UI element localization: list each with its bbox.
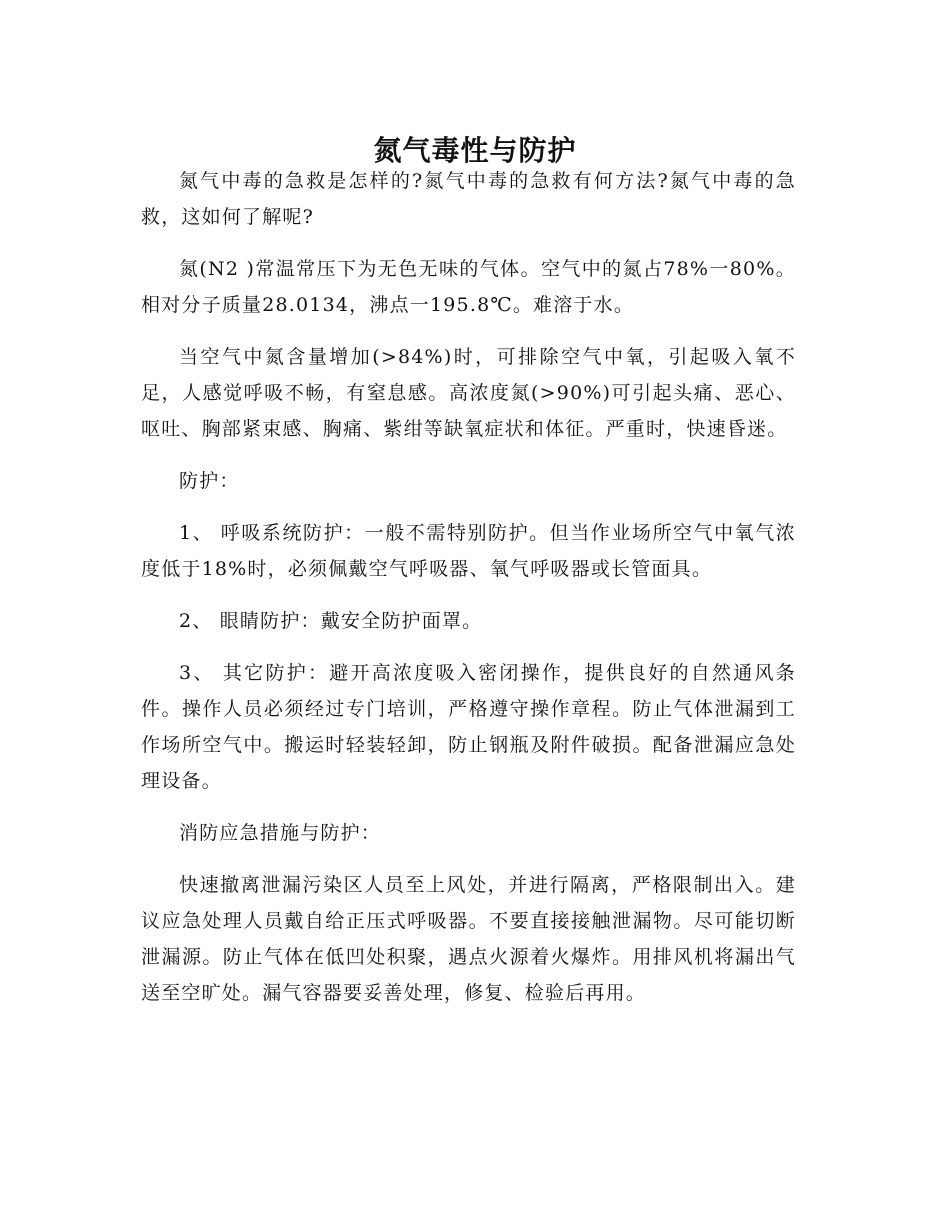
paragraph-other-protection: 3、 其它防护：避开高浓度吸入密闭操作，提供良好的自然通风条件。操作人员必须经过专门培训，严格遵守操作章程。防止气体泄漏到工作场所空气中。搬运时轻装轻卸，防止钢瓶及附件破损。配备泄漏应急处理设备。 bbox=[141, 662, 796, 792]
document-title: 氮气毒性与防护 bbox=[373, 133, 577, 167]
document-body bbox=[141, 163, 796, 1027]
paragraph-respiratory-protection: 1、 呼吸系统防护：一般不需特别防护。但当作业场所空气中氧气浓度低于18%时，必须佩戴空气呼吸器、氧气呼吸器或长管面具。 bbox=[141, 522, 796, 580]
paragraph-intro: 氮气中毒的急救是怎样的?氮气中毒的急救有何方法?氮气中毒的急救，这如何了解呢? bbox=[141, 170, 796, 228]
paragraph-eye-protection: 2、 眼睛防护：戴安全防护面罩。 bbox=[179, 610, 483, 632]
paragraph-emergency-heading: 消防应急措施与防护： bbox=[179, 822, 382, 844]
paragraph-protection-heading: 防护： bbox=[179, 470, 240, 492]
paragraph-emergency-measures: 快速撤离泄漏污染区人员至上风处，并进行隔离，严格限制出入。建议应急处理人员戴自给正压式呼吸器。不要直接接触泄漏物。尽可能切断泄漏源。防止气体在低凹处积聚，遇点火源着火爆炸。用排风机将漏出气送至空旷处。漏气容器要妥善处理，修复、检验后再用。 bbox=[141, 874, 796, 1004]
paragraph-properties: 氮(N2 )常温常压下为无色无味的气体。空气中的氮占78%一80%。相对分子质量28.0134，沸点一195.8℃。难溶于水。 bbox=[141, 258, 796, 316]
paragraph-symptoms: 当空气中氮含量增加(>84%)时，可排除空气中氧，引起吸入氧不足，人感觉呼吸不畅，有窒息感。高浓度氮(>90%)可引起头痛、恶心、呕吐、胸部紧束感、胸痛、紫绀等缺氧症状和体征。严重时，快速昏迷。 bbox=[141, 346, 796, 440]
